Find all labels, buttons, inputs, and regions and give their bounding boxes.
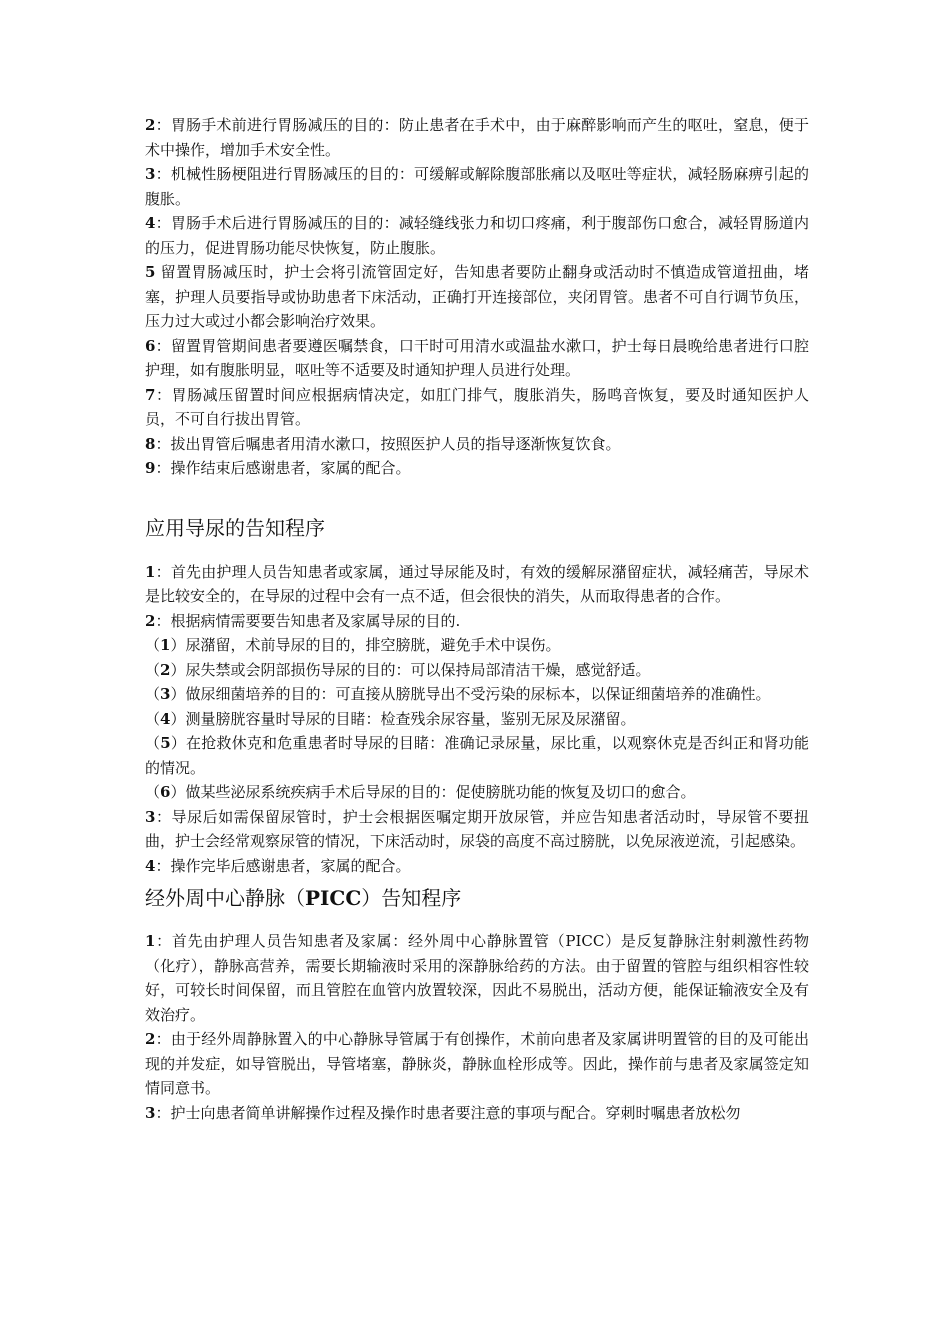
list-item: 1：首先由护理人员告知患者或家属，通过导尿能及时，有效的缓解尿潴留症状，减轻痛苦，导尿术是比较安全的，在导尿的过程中会有一点不适，但会很快的消失，从而取得患者的合作。 bbox=[145, 562, 809, 605]
list-item: 3：机械性肠梗阻进行胃肠减压的目的：可缓解或解除腹部胀痛以及呕吐等症状，减轻肠麻痹引起的腹胀。 bbox=[145, 165, 809, 208]
section-picc bbox=[145, 884, 809, 1125]
list-item: 6：留置胃管期间患者要遵医嘱禁食，口干时可用清水或温盐水漱口，护士每日晨晚给患者进行口腔护理，如有腹胀明显，呕吐等不适要及时通知护理人员进行处理。 bbox=[145, 336, 809, 379]
list-item: 1：首先由护理人员告知患者及家属：经外周中心静脉置管（PICC）是反复静脉注射刺激性药物（化疗），静脉高营养，需要长期输液时采用的深静脉给药的方法。由于留置的管腔与组织相容性较好，可较长时间保留，而且管腔在血管内放置较深，因此不易脱出，活动方便，能保证输液安全及有效治疗。 bbox=[145, 932, 809, 1024]
document-page bbox=[145, 113, 809, 1125]
sub-list-item: （1）尿潴留，术前导尿的目的，排空膀胱，避免手术中误伤。 bbox=[145, 636, 561, 654]
list-item: 5 留置胃肠减压时，护士会将引流管固定好，告知患者要防止翻身或活动时不慎造成管道扭曲，堵塞，护理人员要指导或协助患者下床活动，正确打开连接部位，夹闭胃管。患者不可自行调节负压，压力过大或过小都会影响治疗效果。 bbox=[145, 263, 809, 330]
section-heading: 经外周中心静脉（PICC）告知程序 bbox=[145, 886, 462, 910]
list-item: 7：胃肠减压留置时间应根据病情决定，如肛门排气，腹胀消失，肠鸣音恢复，要及时通知医护人员，不可自行拔出胃管。 bbox=[145, 385, 809, 428]
list-item: 8：拔出胃管后嘱患者用清水漱口，按照医护人员的指导逐渐恢复饮食。 bbox=[145, 434, 621, 453]
list-item: 9：操作结束后感谢患者，家属的配合。 bbox=[145, 459, 411, 477]
list-item: 4：胃肠手术后进行胃肠减压的目的：减轻缝线张力和切口疼痛，利于腹部伤口愈合，减轻胃肠道内的压力，促进胃肠功能尽快恢复，防止腹胀。 bbox=[145, 214, 809, 257]
sub-list-item: （2）尿失禁或会阴部损伤导尿的目的：可以保持局部清洁干燥，感觉舒适。 bbox=[145, 660, 651, 679]
sub-list-item: （3）做尿细菌培养的目的：可直接从膀胱导出不受污染的尿标本，以保证细菌培养的准确性。 bbox=[145, 685, 771, 703]
list-item: 2：由于经外周静脉置入的中心静脉导管属于有创操作，术前向患者及家属讲明置管的目的及可能出现的并发症，如导管脱出，导管堵塞，静脉炎，静脉血栓形成等。因此，操作前与患者及家属签定知情同意书。 bbox=[145, 1030, 809, 1097]
list-item: 3：护士向患者简单讲解操作过程及操作时患者要注意的事项与配合。穿刺时嘱患者放松勿 bbox=[145, 1103, 741, 1122]
list-item: 2：胃肠手术前进行胃肠减压的目的：防止患者在手术中，由于麻醉影响而产生的呕吐，窒息，便于术中操作，增加手术安全性。 bbox=[145, 116, 809, 159]
list-item: 3：导尿后如需保留尿管时，护士会根据医嘱定期开放尿管，并应告知患者活动时，导尿管不要扭曲，护士会经常观察尿管的情况，下床活动时，尿袋的高度不高过膀胱，以免尿液逆流，引起感染。 bbox=[145, 807, 809, 850]
sub-list-item: （5）在抢救休克和危重患者时导尿的目睹：准确记录尿量，尿比重，以观察休克是否纠正和肾功能的情况。 bbox=[145, 734, 809, 777]
section-heading: 应用导尿的告知程序 bbox=[145, 515, 325, 540]
sub-list-item: （6）做某些泌尿系统疾病手术后导尿的目的：促使膀胱功能的恢复及切口的愈合。 bbox=[145, 783, 696, 801]
sub-list-item: （4）测量膀胱容量时导尿的目睹：检查残余尿容量，鉴别无尿及尿潴留。 bbox=[145, 709, 636, 728]
list-item: 4：操作完毕后感谢患者，家属的配合。 bbox=[145, 856, 411, 875]
section-gastric-decompression bbox=[145, 113, 809, 481]
section-catheterization bbox=[145, 514, 809, 879]
list-item: 2：根据病情需要要告知患者及家属导尿的目的. bbox=[145, 611, 461, 630]
